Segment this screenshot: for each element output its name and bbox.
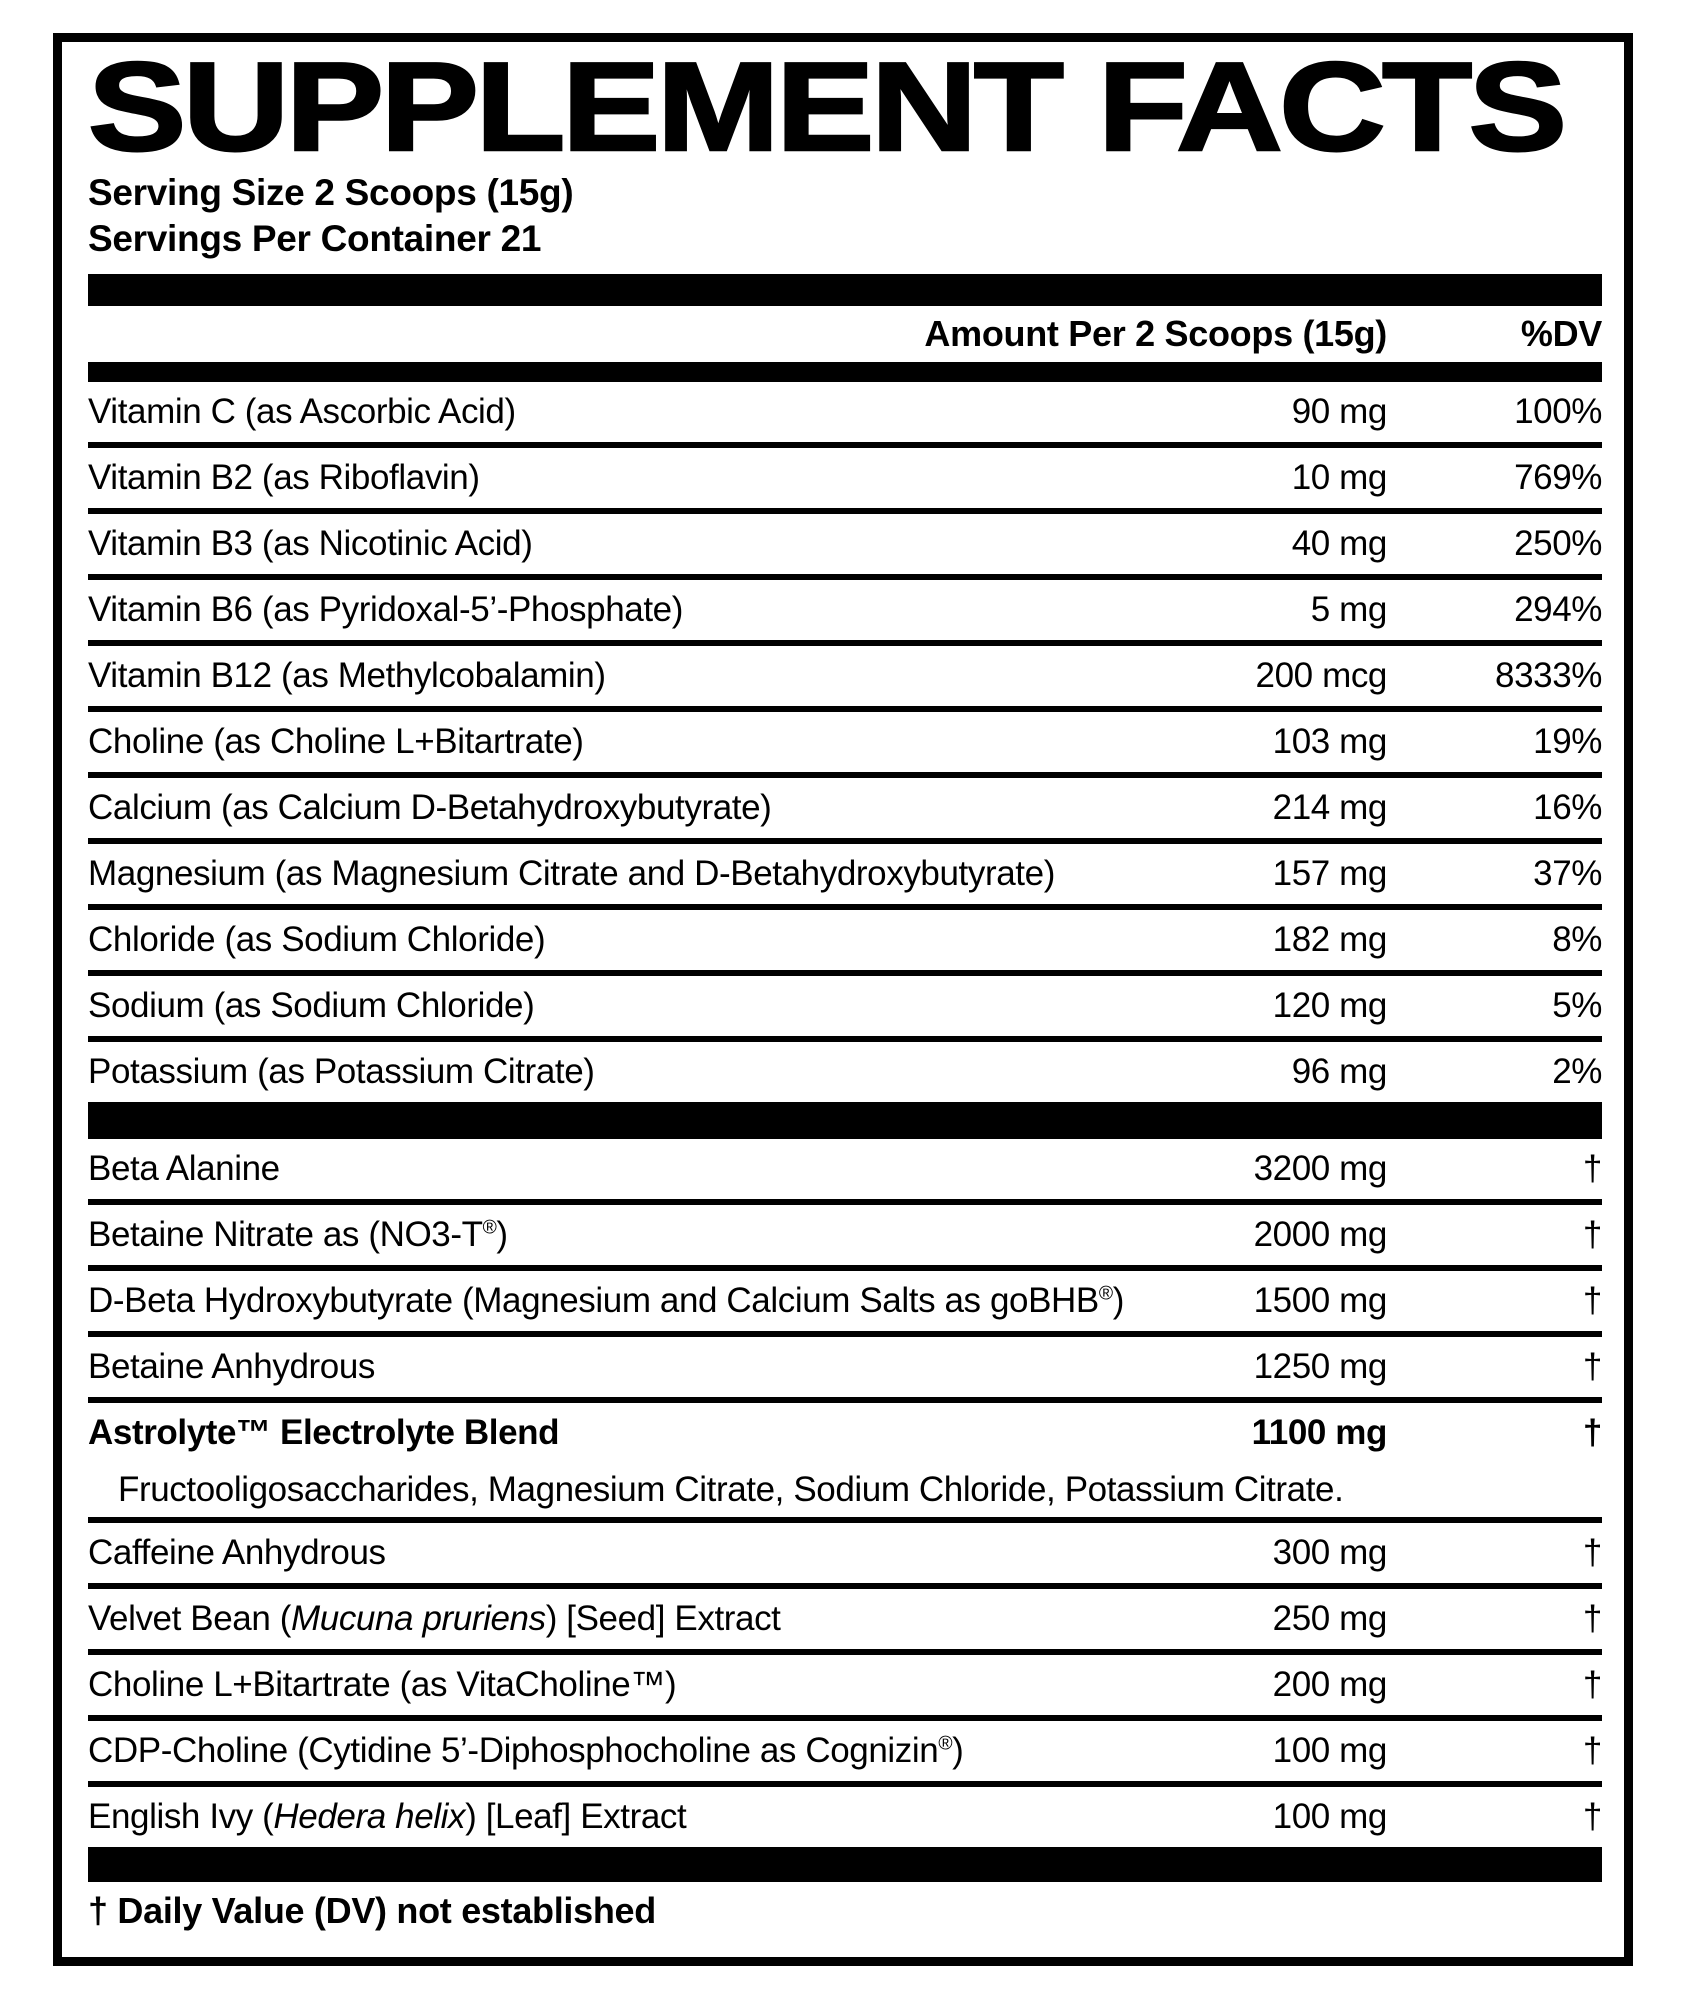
nutrient-label: English Ivy (Hedera helix) [Leaf] Extract: [88, 1797, 687, 1836]
nutrient-label: Beta Alanine: [88, 1149, 280, 1188]
divider-bar-top: [88, 274, 1602, 306]
nutrient-dv: 2%: [1552, 1052, 1602, 1091]
nutrient-amount: 1100 mg: [1251, 1413, 1387, 1452]
nutrient-row: [88, 706, 1602, 772]
blend-block: [88, 1397, 1602, 1517]
nutrient-dv: 294%: [1514, 590, 1602, 629]
nutrient-amount: 1500 mg: [1253, 1281, 1387, 1320]
nutrient-dv: 16%: [1533, 788, 1602, 827]
nutrient-row: [88, 1517, 1602, 1583]
nutrient-dv: †: [1582, 1533, 1602, 1572]
nutrient-row: [88, 1403, 1602, 1463]
nutrient-label: Sodium (as Sodium Chloride): [88, 986, 535, 1025]
nutrient-amount: 200 mg: [1272, 1665, 1387, 1704]
nutrient-amount: 96 mg: [1291, 1052, 1387, 1091]
supplement-facts-panel: [53, 33, 1633, 1966]
nutrient-amount: 103 mg: [1272, 722, 1387, 761]
page-title: SUPPLEMENT FACTS: [88, 36, 1564, 177]
nutrient-dv: 250%: [1514, 524, 1602, 563]
nutrient-row: [88, 1715, 1602, 1781]
nutrient-dv: †: [1582, 1413, 1602, 1452]
nutrient-row: [88, 970, 1602, 1036]
nutrient-label: Potassium (as Potassium Citrate): [88, 1052, 595, 1091]
nutrient-amount: 120 mg: [1272, 986, 1387, 1025]
vitamins-section: [88, 382, 1602, 1102]
nutrient-amount: 5 mg: [1310, 590, 1387, 629]
nutrient-amount: 1250 mg: [1253, 1347, 1387, 1386]
nutrient-dv: †: [1582, 1149, 1602, 1188]
nutrient-amount: 40 mg: [1291, 524, 1387, 563]
nutrient-label: Vitamin C (as Ascorbic Acid): [88, 392, 516, 431]
nutrient-label: Caffeine Anhydrous: [88, 1533, 386, 1572]
nutrient-amount: 100 mg: [1272, 1797, 1387, 1836]
nutrient-dv: †: [1582, 1215, 1602, 1254]
nutrient-dv: 5%: [1552, 986, 1602, 1025]
column-header-amount: Amount Per 2 Scoops (15g): [924, 313, 1387, 354]
column-header-dv: %DV: [1520, 313, 1602, 354]
nutrient-label: Choline (as Choline L+Bitartrate): [88, 722, 584, 761]
nutrient-amount: 157 mg: [1272, 854, 1387, 893]
footnote: † Daily Value (DV) not established: [88, 1890, 656, 1931]
nutrient-amount: 100 mg: [1272, 1731, 1387, 1770]
nutrient-label: Velvet Bean (Mucuna pruriens) [Seed] Extract: [88, 1599, 781, 1638]
nutrient-label: Magnesium (as Magnesium Citrate and D-Betahydroxybutyrate): [88, 854, 1055, 893]
column-header-row: [88, 306, 1602, 362]
nutrient-label: Choline L+Bitartrate (as VitaCholine™): [88, 1665, 677, 1704]
nutrient-row: [88, 772, 1602, 838]
divider-bar-bottom: [88, 1847, 1602, 1882]
nutrient-dv: †: [1582, 1281, 1602, 1320]
nutrient-row: [88, 382, 1602, 442]
nutrient-label: Betaine Nitrate as (NO3-T®): [88, 1215, 508, 1254]
nutrient-row: [88, 1265, 1602, 1331]
blend-description: Fructooligosaccharides, Magnesium Citrate, Sodium Chloride, Potassium Citrate.: [118, 1470, 1344, 1509]
nutrient-row: [88, 1199, 1602, 1265]
divider-bar-middle: [88, 1102, 1602, 1139]
nutrient-label: D-Beta Hydroxybutyrate (Magnesium and Calcium Salts as goBHB®): [88, 1281, 1124, 1320]
nutrient-dv: 8333%: [1495, 656, 1602, 695]
serving-size: Serving Size 2 Scoops (15g): [88, 172, 574, 213]
nutrient-dv: 8%: [1552, 920, 1602, 959]
nutrient-label: Betaine Anhydrous: [88, 1347, 376, 1386]
nutrient-amount: 90 mg: [1291, 392, 1387, 431]
nutrient-row: [88, 508, 1602, 574]
nutrient-dv: 37%: [1533, 854, 1602, 893]
nutrient-dv: †: [1582, 1599, 1602, 1638]
divider-bar-header: [88, 362, 1602, 382]
nutrient-dv: †: [1582, 1347, 1602, 1386]
nutrient-dv: †: [1582, 1665, 1602, 1704]
servings-per-container: Servings Per Container 21: [88, 218, 542, 259]
nutrient-amount: 3200 mg: [1253, 1149, 1387, 1188]
supplements-section: [88, 1139, 1602, 1847]
nutrient-label: Astrolyte™ Electrolyte Blend: [88, 1413, 560, 1452]
nutrient-label: Vitamin B12 (as Methylcobalamin): [88, 656, 606, 695]
nutrient-dv: 769%: [1514, 458, 1602, 497]
nutrient-row: [88, 1649, 1602, 1715]
nutrient-amount: 250 mg: [1272, 1599, 1387, 1638]
nutrient-row: [88, 574, 1602, 640]
nutrient-label: Calcium (as Calcium D-Betahydroxybutyrate): [88, 788, 772, 827]
nutrient-label: Chloride (as Sodium Chloride): [88, 920, 546, 959]
nutrient-amount: 182 mg: [1272, 920, 1387, 959]
nutrient-amount: 214 mg: [1272, 788, 1387, 827]
nutrient-dv: 100%: [1514, 392, 1602, 431]
nutrient-dv: †: [1582, 1797, 1602, 1836]
nutrient-row: [88, 904, 1602, 970]
nutrient-amount: 200 mcg: [1255, 656, 1387, 695]
nutrient-amount: 2000 mg: [1253, 1215, 1387, 1254]
nutrient-row: [88, 640, 1602, 706]
nutrient-row: [88, 442, 1602, 508]
nutrient-amount: 10 mg: [1291, 458, 1387, 497]
nutrient-amount: 300 mg: [1272, 1533, 1387, 1572]
nutrient-row: [88, 1781, 1602, 1847]
nutrient-label: CDP-Choline (Cytidine 5’-Diphosphocholine as Cognizin®): [88, 1731, 964, 1770]
nutrient-dv: †: [1582, 1731, 1602, 1770]
nutrient-row: [88, 838, 1602, 904]
nutrient-dv: 19%: [1533, 722, 1602, 761]
nutrient-row: [88, 1583, 1602, 1649]
nutrient-label: Vitamin B3 (as Nicotinic Acid): [88, 524, 533, 563]
nutrient-label: Vitamin B2 (as Riboflavin): [88, 458, 480, 497]
nutrient-label: Vitamin B6 (as Pyridoxal-5’-Phosphate): [88, 590, 683, 629]
nutrient-row: [88, 1331, 1602, 1397]
nutrient-row: [88, 1036, 1602, 1102]
nutrient-row: [88, 1139, 1602, 1199]
